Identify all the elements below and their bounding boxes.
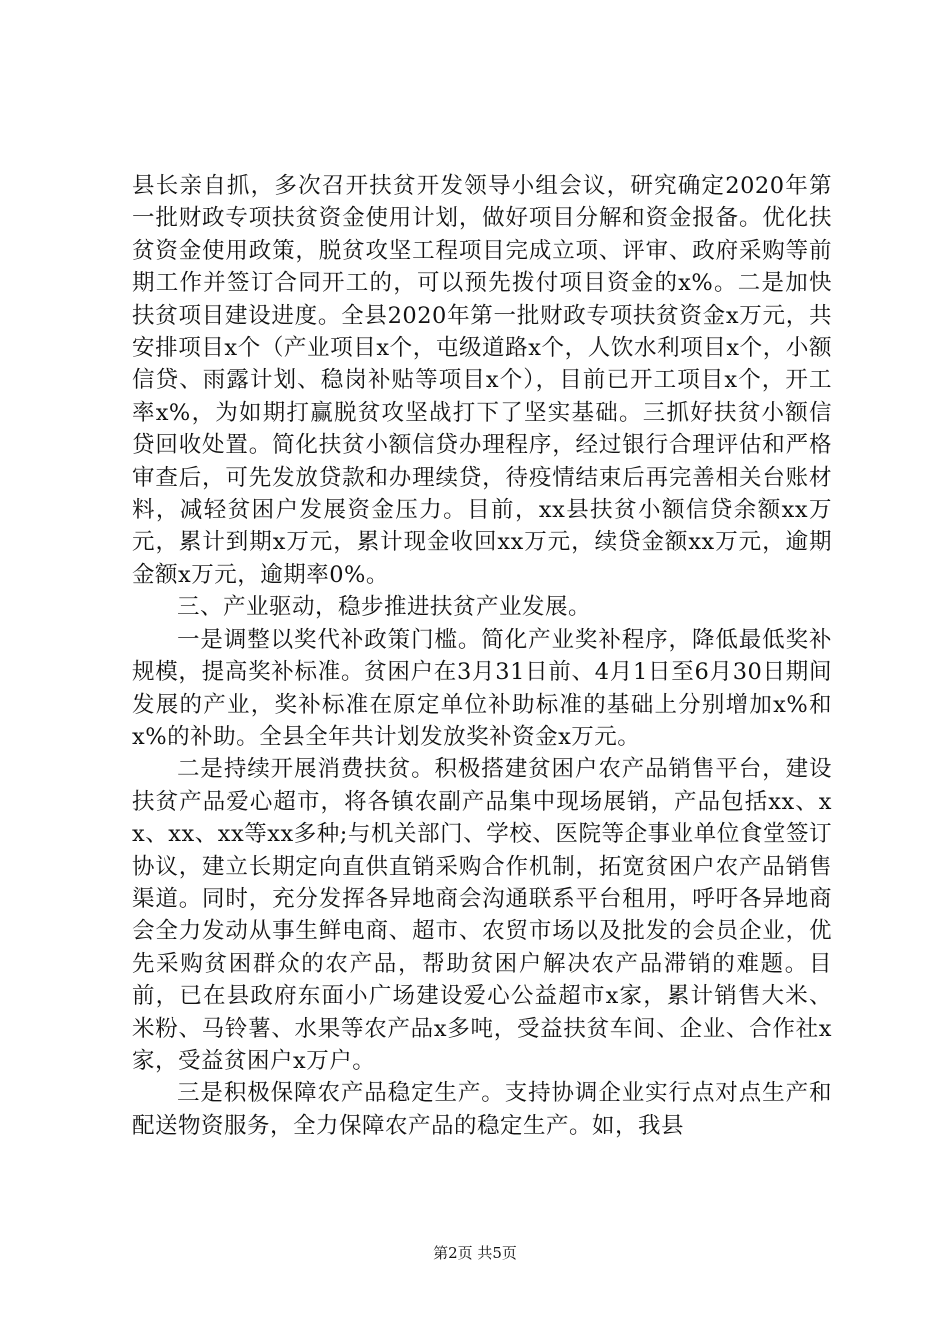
paragraph-3: 一是调整以奖代补政策门槛。简化产业奖补程序，降低最低奖补规模，提高奖补标准。贫困户在3月31日前、4月1日至6月30日期间发展的产业，奖补标准在原定单位补助标准的基础上分别增加x%和x%的补助。全县全年共计划发放奖补资金x万元。 <box>132 626 832 750</box>
paragraph-4: 二是持续开展消费扶贫。积极搭建贫困户农产品销售平台，建设扶贫产品爱心超市，将各镇农副产品集中现场展销，产品包括xx、xx、xx、xx等xx多种;与机关部门、学校、医院等企事业单位食堂签订协议，建立长期定向直供直销采购合作机制，拓宽贫困户农产品销售渠道。同时，充分发挥各异地商会沟通联系平台租用，呼吁各异地商会全力发动从事生鲜电商、超市、农贸市场以及批发的会员企业，优先采购贫困群众的农产品，帮助贫困户解决农产品滞销的难题。目前，已在县政府东面小广场建设爱心公益超市x家，累计销售大米、米粉、马铃薯、水果等农产品x多吨，受益扶贫车间、企业、合作社x家，受益贫困户x万户。 <box>132 756 832 1074</box>
page-number-footer: 第2页 共5页 <box>433 1244 517 1262</box>
paragraph-5: 三是积极保障农产品稳定生产。支持协调企业实行点对点生产和配送物资服务，全力保障农产品的稳定生产。如，我县 <box>132 1080 832 1139</box>
section-heading-industry: 三、产业驱动，稳步推进扶贫产业发展。 <box>177 594 592 621</box>
paragraph-1: 县长亲自抓，多次召开扶贫开发领导小组会议，研究确定2020年第一批财政专项扶贫资金使用计划，做好项目分解和资金报备。优化扶贫资金使用政策，脱贫攻坚工程项目完成立项、评审、政府采购等前期工作并签订合同开工的，可以预先拨付项目资金的x%。二是加快扶贫项目建设进度。全县2020年第一批财政专项扶贫资金x万元，共安排项目x个（产业项目x个，屯级道路x个，人饮水利项目x个，小额信贷、雨露计划、稳岗补贴等项目x个），目前已开工项目x个，开工率x%，为如期打赢脱贫攻坚战打下了坚实基础。三抓好扶贫小额信贷回收处置。简化扶贫小额信贷办理程序，经过银行合理评估和严格审查后，可先发放贷款和办理续贷，待疫情结束后再完善相关台账材料，减轻贫困户发展资金压力。目前，xx县扶贫小额信贷余额xx万元，累计到期x万元，累计现金收回xx万元，续贷金额xx万元，逾期金额x万元，逾期率0%。 <box>132 173 832 588</box>
document-body <box>132 170 832 1142</box>
